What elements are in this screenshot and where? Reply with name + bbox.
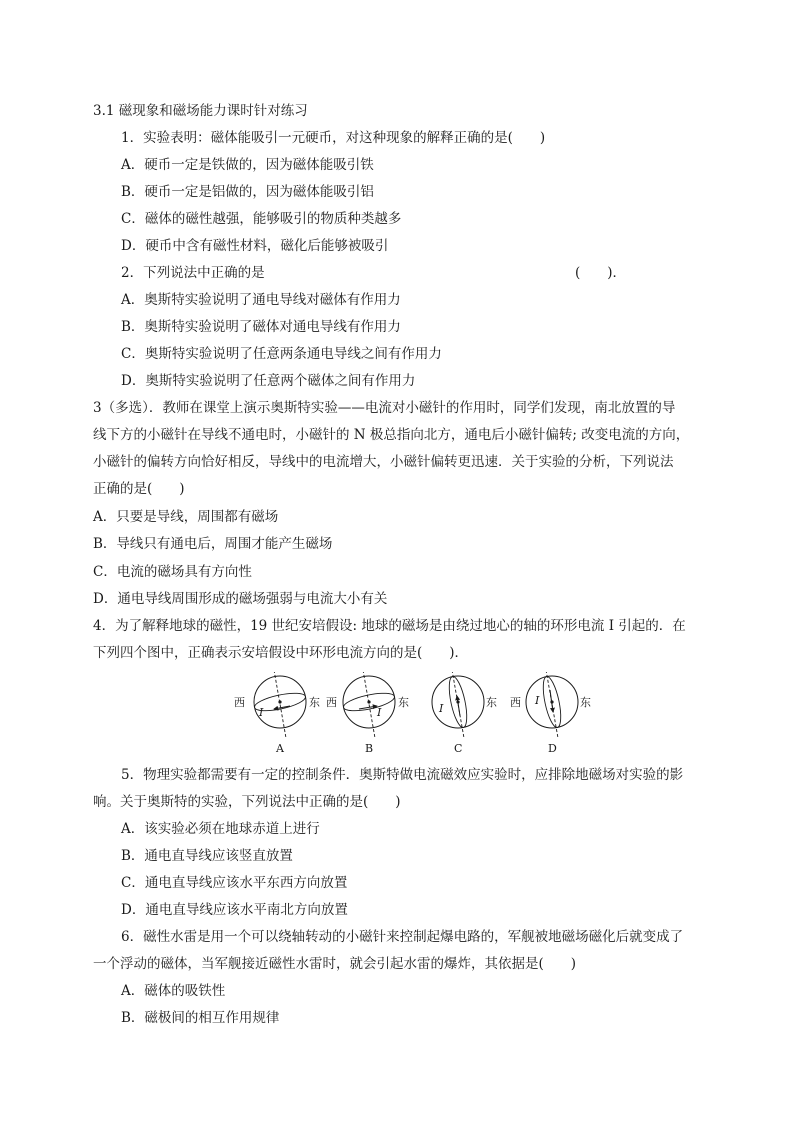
globe-a xyxy=(234,672,320,755)
west-label: 西 xyxy=(326,696,337,709)
q6-stem-line-2: 一个浮动的磁体，当军舰接近磁性水雷时，就会引起水雷的爆炸，其依据是( ) xyxy=(93,956,577,972)
earth-current-figure xyxy=(232,672,592,760)
q2-option-d: D．奥斯特实验说明了任意两个磁体之间有作用力 xyxy=(121,373,416,389)
q2-answer-bracket: ( )． xyxy=(575,265,627,281)
q1-option-a: A．硬币一定是铁做的，因为磁体能吸引铁 xyxy=(121,157,374,173)
q3-stem-line-3: 小磁针的偏转方向恰好相反，导线中的电流增大，小磁针偏转更迅速．关于实验的分析，下列说法 xyxy=(93,454,674,470)
q2-option-a: A．奥斯特实验说明了通电导线对磁体有作用力 xyxy=(121,292,401,308)
current-label: I xyxy=(259,706,264,719)
q6-option-b: B．磁极间的相互作用规律 xyxy=(121,1010,280,1026)
east-label: 东 xyxy=(486,696,497,709)
q5-stem-line-2: 响。关于奥斯特的实验，下列说法中正确的是( ) xyxy=(93,794,401,810)
q3-option-b: B．导线只有通电后，周围才能产生磁场 xyxy=(93,536,333,552)
q1-option-c: C．磁体的磁性越强，能够吸引的物质种类越多 xyxy=(121,211,402,227)
current-label: I xyxy=(439,702,444,715)
q3-stem-line-1: 3（多选）．教师在课堂上演示奥斯特实验——电流对小磁针的作用时，同学们发现，南北放置的导 xyxy=(93,400,676,416)
east-label: 东 xyxy=(580,696,591,709)
q2-option-c: C．奥斯特实验说明了任意两条通电导线之间有作用力 xyxy=(121,346,442,362)
q6-stem-line-1: 6．磁性水雷是用一个可以绕轴转动的小磁针来控制起爆电路的，军舰被地磁场磁化后就变成了 xyxy=(121,929,684,945)
q3-stem-line-4: 正确的是( ) xyxy=(93,481,185,497)
q1-option-b: B．硬币一定是铝做的，因为磁体能吸引铝 xyxy=(121,184,374,200)
q3-option-c: C．电流的磁场具有方向性 xyxy=(93,564,252,580)
option-label-d: D xyxy=(548,742,557,755)
q5-option-a: A．该实验必须在地球赤道上进行 xyxy=(121,821,320,837)
globe-b xyxy=(326,672,409,755)
globe-d xyxy=(510,672,591,755)
q5-stem-line-1: 5．物理实验都需要有一定的控制条件．奥斯特做电流磁效应实验时，应排除地磁场对实验的影 xyxy=(121,767,684,783)
q4-stem-line-2: 下列四个图中，正确表示安培假设中环形电流方向的是( )． xyxy=(93,645,469,661)
q3-option-a: A．只要是导线，周围都有磁场 xyxy=(93,509,279,525)
q6-option-a: A．磁体的吸铁性 xyxy=(121,983,226,999)
q1-stem: 1．实验表明：磁体能吸引一元硬币，对这种现象的解释正确的是( ) xyxy=(121,130,546,146)
option-label-c: C xyxy=(454,742,463,755)
q5-option-b: B．通电直导线应该竖直放置 xyxy=(121,848,293,864)
globe-c xyxy=(432,672,497,755)
q1-option-d: D．硬币中含有磁性材料，磁化后能够被吸引 xyxy=(121,238,389,254)
east-label: 东 xyxy=(309,696,320,709)
q3-option-d: D．通电导线周围形成的磁场强弱与电流大小有关 xyxy=(93,591,388,607)
page-title: 3.1 磁现象和磁场能力课时针对练习 xyxy=(93,103,308,119)
option-label-a: A xyxy=(276,742,284,755)
q2-option-b: B．奥斯特实验说明了磁体对通电导线有作用力 xyxy=(121,319,401,335)
east-label: 东 xyxy=(398,696,409,709)
q4-stem-line-1: 4．为了解释地球的磁性，19 世纪安培假设: 地球的磁场是由绕过地心的轴的环形电流 I 引起的．在 xyxy=(93,618,686,634)
q2-stem: 2．下列说法中正确的是 xyxy=(121,265,265,281)
west-label: 西 xyxy=(510,696,521,709)
west-label: 西 xyxy=(234,696,245,709)
q5-option-c: C．通电直导线应该水平东西方向放置 xyxy=(121,875,348,891)
current-label: I xyxy=(377,706,382,719)
current-label: I xyxy=(535,694,540,707)
q5-option-d: D．通电直导线应该水平南北方向放置 xyxy=(121,902,348,918)
option-label-b: B xyxy=(365,742,374,755)
q3-stem-line-2: 线下方的小磁针在导线不通电时，小磁针的 N 极总指向北方，通电后小磁针偏转; 改变电流的方向， xyxy=(93,427,690,443)
